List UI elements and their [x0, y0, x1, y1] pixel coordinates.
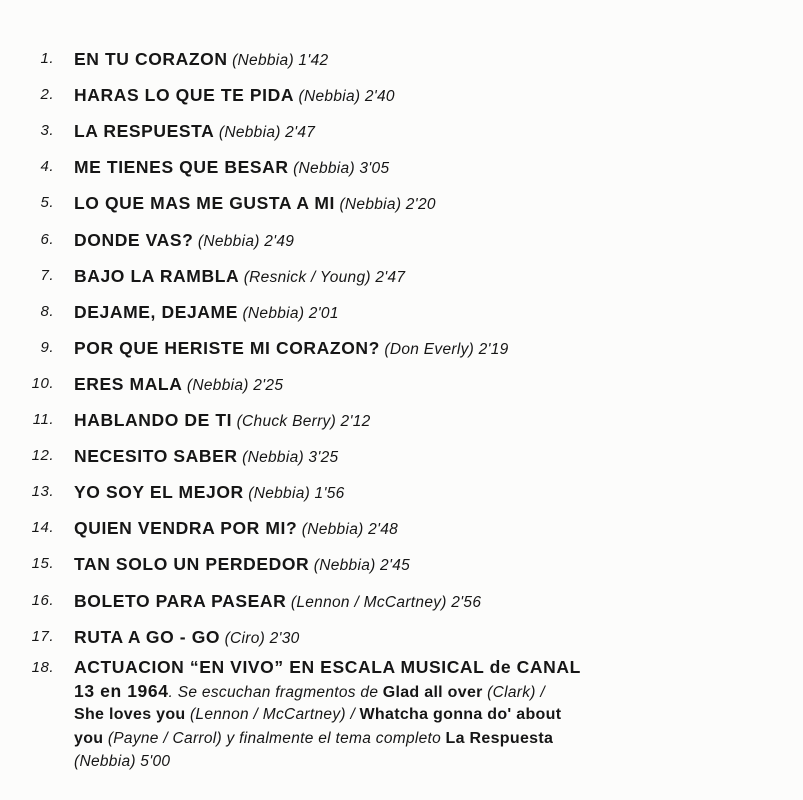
- song-name: you: [74, 729, 104, 747]
- track-number: 9.: [40, 338, 54, 356]
- track-duration: 1'42: [298, 52, 329, 69]
- track-row: [0, 372, 790, 396]
- track-row: [0, 480, 790, 504]
- track-info: [74, 300, 339, 326]
- track-title: QUIEN VENDRA POR MI?: [74, 518, 298, 539]
- track-row: [0, 300, 790, 324]
- description-line-3: [74, 703, 774, 727]
- track-info: [74, 552, 410, 578]
- track-duration: 5'00: [140, 753, 171, 770]
- description-line-4: [74, 727, 774, 751]
- track-number: 18.: [31, 659, 54, 676]
- track-number: 1.: [40, 50, 54, 67]
- track-duration: 2'48: [368, 521, 399, 539]
- song-credit: (Payne / Carrol): [107, 729, 223, 747]
- track-title: LO QUE MAS ME GUSTA A MI: [74, 193, 336, 214]
- track-title: HARAS LO QUE TE PIDA: [74, 85, 295, 106]
- track-credit: (Resnick / Young): [243, 268, 371, 286]
- track-duration: 3'05: [359, 160, 390, 178]
- track-title: BAJO LA RAMBLA: [74, 265, 240, 286]
- track-number: 2.: [40, 86, 54, 104]
- track-row: [0, 444, 790, 468]
- track-title: DONDE VAS?: [74, 229, 194, 250]
- track-title: YO SOY EL MEJOR: [74, 482, 244, 503]
- track-number: 11.: [32, 411, 54, 428]
- track-row: [0, 83, 790, 107]
- track-row: [0, 552, 790, 576]
- track-credit: (Don Everly): [384, 340, 475, 358]
- track-credit: (Nebbia): [186, 376, 249, 394]
- track-credit: (Nebbia): [293, 160, 355, 178]
- song-name: She loves you: [74, 706, 186, 723]
- description-text: y finalmente el tema completo: [226, 729, 442, 747]
- track-info: [74, 119, 315, 145]
- track-info: [74, 264, 405, 290]
- track-number: 14.: [31, 519, 54, 537]
- track-duration: 2'01: [308, 304, 339, 322]
- track-info: [74, 228, 294, 254]
- track-number: 10.: [31, 374, 54, 392]
- track-number: 5.: [40, 194, 54, 212]
- track-duration: 2'49: [264, 232, 295, 250]
- track-duration: 3'25: [308, 449, 339, 467]
- track-credit: (Nebbia): [232, 52, 294, 69]
- song-credit: (Lennon / McCartney) /: [189, 706, 356, 723]
- track-row: [0, 47, 790, 71]
- track-credit: (Nebbia): [218, 124, 281, 142]
- song-name: La Respuesta: [445, 729, 554, 747]
- track-info: [74, 191, 436, 217]
- track-duration: 2'25: [253, 376, 284, 394]
- track-info: [74, 47, 328, 73]
- track-credit: (Ciro): [224, 629, 266, 647]
- track-duration: 2'12: [340, 413, 371, 430]
- track-number: 4.: [40, 158, 54, 176]
- track-duration: 2'56: [451, 593, 482, 611]
- track-row: [0, 264, 790, 288]
- track-info: [74, 408, 371, 434]
- track-title: ACTUACION “EN VIVO” EN ESCALA MUSICAL de CANAL: [74, 657, 581, 677]
- track-title: RUTA A GO - GO: [74, 626, 221, 647]
- track-number: 8.: [40, 302, 54, 320]
- track-number: 15.: [31, 555, 54, 573]
- description-line-5: [74, 750, 774, 774]
- song-credit: (Clark) /: [487, 683, 545, 701]
- track-number: 13.: [31, 483, 54, 501]
- track-title: ERES MALA: [74, 373, 183, 394]
- song-name: Whatcha gonna do' about: [359, 706, 562, 723]
- track-number: 16.: [31, 591, 54, 609]
- track-row: [0, 336, 790, 360]
- track-title: DEJAME, DEJAME: [74, 301, 238, 322]
- track-duration: 1'56: [314, 485, 345, 503]
- description-line-1: [74, 656, 774, 680]
- track-info: [74, 83, 395, 109]
- track-row: [0, 155, 790, 179]
- track-number: 12.: [31, 447, 54, 465]
- track-duration: 2'45: [380, 557, 411, 575]
- track-title: HABLANDO DE TI: [74, 410, 233, 430]
- track-credit: (Nebbia): [298, 88, 361, 106]
- track-title: BOLETO PARA PASEAR: [74, 590, 287, 611]
- track-title: ME TIENES QUE BESAR: [74, 157, 289, 178]
- track-number: 17.: [31, 627, 54, 645]
- track-row: [0, 191, 790, 215]
- track-credit: (Nebbia): [242, 449, 304, 467]
- track-credit: (Nebbia): [248, 485, 311, 503]
- track-credit: (Nebbia): [313, 557, 376, 575]
- track-info: [74, 372, 283, 398]
- track-number: 3.: [40, 122, 54, 140]
- track-duration: 2'47: [375, 268, 406, 286]
- track-credit: (Nebbia): [301, 521, 364, 539]
- track-title: EN TU CORAZON: [74, 49, 228, 69]
- track-duration: 2'30: [269, 629, 300, 647]
- track-credit: (Nebbia): [197, 232, 260, 250]
- track-credit: (Nebbia): [242, 304, 305, 322]
- track-row: [0, 625, 790, 649]
- track-info: [74, 336, 509, 362]
- track-duration: 2'20: [405, 196, 436, 214]
- track-info: [74, 625, 300, 651]
- track-row: [0, 408, 790, 432]
- track-number: 6.: [40, 230, 54, 248]
- track-info: [74, 155, 389, 181]
- track-title: POR QUE HERISTE MI CORAZON?: [74, 337, 380, 358]
- track-credit: (Chuck Berry): [236, 413, 337, 430]
- description-line-2: [74, 680, 774, 704]
- track-credit: (Lennon / McCartney): [290, 593, 447, 611]
- track-info: [74, 480, 345, 506]
- track-title-cont: 13 en 1964: [74, 680, 169, 701]
- song-credit: (Nebbia): [74, 753, 136, 770]
- track-info: [74, 589, 481, 615]
- track-duration: 2'47: [285, 124, 316, 142]
- track-duration: 2'40: [364, 88, 395, 106]
- track-credit: (Nebbia): [339, 196, 402, 214]
- track-row: [0, 119, 790, 143]
- track-info: [74, 516, 398, 542]
- track-title: TAN SOLO UN PERDEDOR: [74, 554, 310, 575]
- track-row: [0, 516, 790, 540]
- track-title: LA RESPUESTA: [74, 121, 215, 142]
- track-title: NECESITO SABER: [74, 446, 238, 467]
- description-text: . Se escuchan fragmentos de: [168, 683, 379, 701]
- track-row: [0, 228, 790, 252]
- track-row: [0, 589, 790, 613]
- song-name: Glad all over: [382, 683, 483, 701]
- track-number: 7.: [40, 266, 54, 284]
- track-duration: 2'19: [478, 340, 509, 358]
- track-info: [74, 444, 338, 470]
- track-18-description: [74, 656, 774, 774]
